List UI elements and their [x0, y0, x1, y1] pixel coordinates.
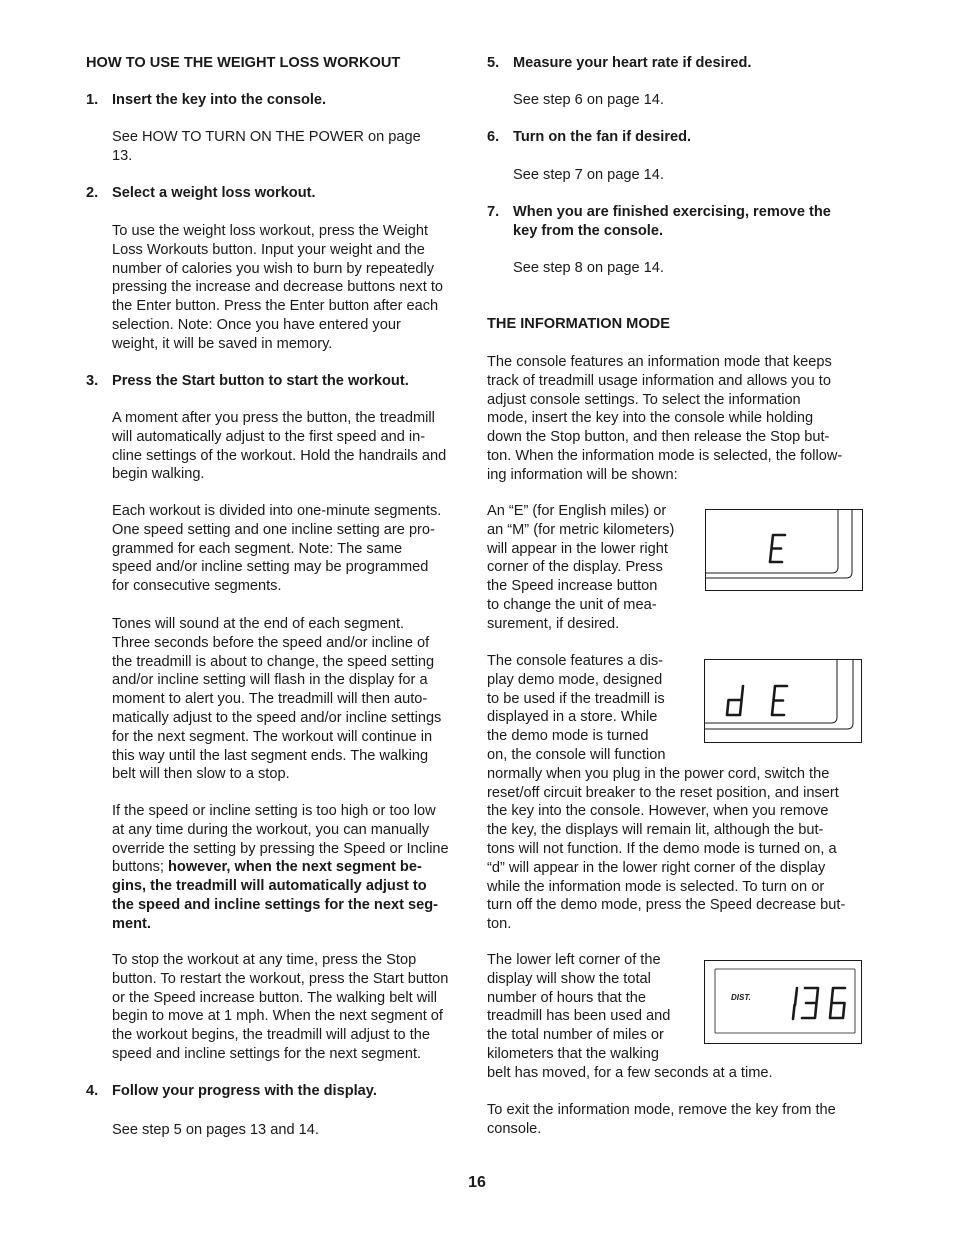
- step-3-paragraph-5: To stop the workout at any time, press the Stop button. To restart the workout, press the Start button or the Speed increase button. The walking belt will begin to move at 1 mph. When the next segment of the workout begins, the treadmill will adjust to the speed and incline settings for the next segment.: [112, 952, 449, 1062]
- information-mode-intro: The console features an information mode that keeps track of treadmill usage information and allows you to adjust console settings. To select the information mode, insert the key into the console while holding down the Stop button, and then release the Stop but- ton. When the information mode is selected, the follow- ing information will be shown:: [487, 354, 843, 483]
- step-3-title: Press the Start button to start the workout.: [112, 373, 409, 389]
- display-distance-graphic: [705, 961, 861, 1043]
- step-7-title: When you are finished exercising, remove the key from the console.: [513, 204, 831, 239]
- step-1-number: 1.: [86, 92, 99, 108]
- step-3-paragraph-1: A moment after you press the button, the treadmill will automatically adjust to the first speed and in- cline settings of the workout. Hold the handrails and begin walking.: [112, 410, 447, 483]
- step-3-paragraph-2: Each workout is divided into one-minute segments. One speed setting and one incline setting are pro- grammed for each segment. Note: The same speed and/or incline setting may be programmed for consecutive segments.: [112, 503, 442, 595]
- step-4-body: See step 5 on pages 13 and 14.: [112, 1122, 319, 1138]
- segment-letter-e: [770, 535, 785, 562]
- display-units-graphic: [706, 510, 862, 590]
- display-frame-line-outer: [705, 660, 853, 729]
- segment-digit-1: [793, 988, 797, 1019]
- step-4-title: Follow your progress with the display.: [112, 1083, 377, 1099]
- step-3-paragraph-3: Tones will sound at the end of each segment. Three seconds before the speed and/or incline of the treadmill is about to change, the speed setting and/or incline setting will flash in the display for a moment to alert you. The treadmill will then auto- matically adjust to the speed and/or incline settings for the next segment. The workout will continue in this way until the last segment ends. The walking belt will then slow to a stop.: [112, 616, 442, 783]
- step-3-number: 3.: [86, 373, 99, 389]
- section-heading-weight-loss: HOW TO USE THE WEIGHT LOSS WORKOUT: [86, 55, 401, 71]
- exit-paragraph: To exit the information mode, remove the key from the console.: [487, 1102, 836, 1137]
- step-5-body: See step 6 on page 14.: [513, 92, 664, 108]
- console-display-distance: [704, 960, 862, 1044]
- step-2-number: 2.: [86, 185, 99, 201]
- segment-letter-d: [727, 686, 743, 715]
- usage-hours-paragraph: The lower left corner of the display will show the total number of hours that the treadmill has been used and the total number of miles or kilometers that the walking belt has moved, for a few seconds at a time.: [487, 952, 773, 1081]
- page-number: 16: [468, 1174, 486, 1191]
- step-1-title: Insert the key into the console.: [112, 92, 327, 108]
- step-6-title: Turn on the fan if desired.: [513, 129, 692, 145]
- step-2-title: Select a weight loss workout.: [112, 185, 316, 201]
- segment-letter-e: [772, 686, 787, 715]
- console-display-demo: [704, 659, 862, 743]
- units-paragraph: An “E” (for English miles) or an “M” (for metric kilometers) will appear in the lower right corner of the display. Press the Speed increase button to change the unit of mea- surement, if desired.: [487, 503, 675, 632]
- display-demo-graphic: [705, 660, 861, 742]
- display-dist-label: DIST.: [731, 993, 751, 1002]
- console-display-units: [705, 509, 863, 591]
- step-3-paragraph-4: If the speed or incline setting is too high or too low at any time during the workout, you can manually override the setting by pressing the Speed or Incline buttons; however, when the next segment be- gins, the treadmill will automatically adjust to the speed and incline settings for the next seg- ment.: [112, 803, 449, 932]
- segment-digit-6: [830, 988, 845, 1018]
- step-7-number: 7.: [487, 204, 500, 220]
- display-frame-line-outer: [706, 510, 852, 578]
- step-6-body: See step 7 on page 14.: [513, 167, 664, 183]
- step-5-number: 5.: [487, 55, 500, 71]
- display-inner-frame: [715, 969, 855, 1033]
- step-2-body: To use the weight loss workout, press the Weight Loss Workouts button. Input your weight and the number of calories you wish to burn by repeatedly pressing the increase and decrease buttons next to the Enter button. Press the Enter button after each selection. Note: Once you have entered your weight, it will be saved in memory.: [112, 223, 444, 352]
- step-7-body: See step 8 on page 14.: [513, 260, 664, 276]
- step-1-body: See HOW TO TURN ON THE POWER on page 13.: [112, 129, 421, 164]
- segment-digit-3: [802, 988, 818, 1018]
- section-heading-information-mode: THE INFORMATION MODE: [487, 316, 670, 332]
- step-4-number: 4.: [86, 1083, 99, 1099]
- step-6-number: 6.: [487, 129, 500, 145]
- demo-mode-paragraph: The console features a dis- play demo mode, designed to be used if the treadmill is displayed in a store. While the demo mode is turned on, the console will function normally when you plug in the power cord, switch the reset/off circuit breaker to the reset position, and insert the key into the console. However, when you remove the key, the displays will remain lit, although the but- tons will not function. If the demo mode is turned on, a “d” will appear in the lower right corner of the display while the information mode is selected. To turn on or turn off the demo mode, press the Speed decrease but- ton.: [487, 653, 846, 933]
- step-5-title: Measure your heart rate if desired.: [513, 55, 752, 71]
